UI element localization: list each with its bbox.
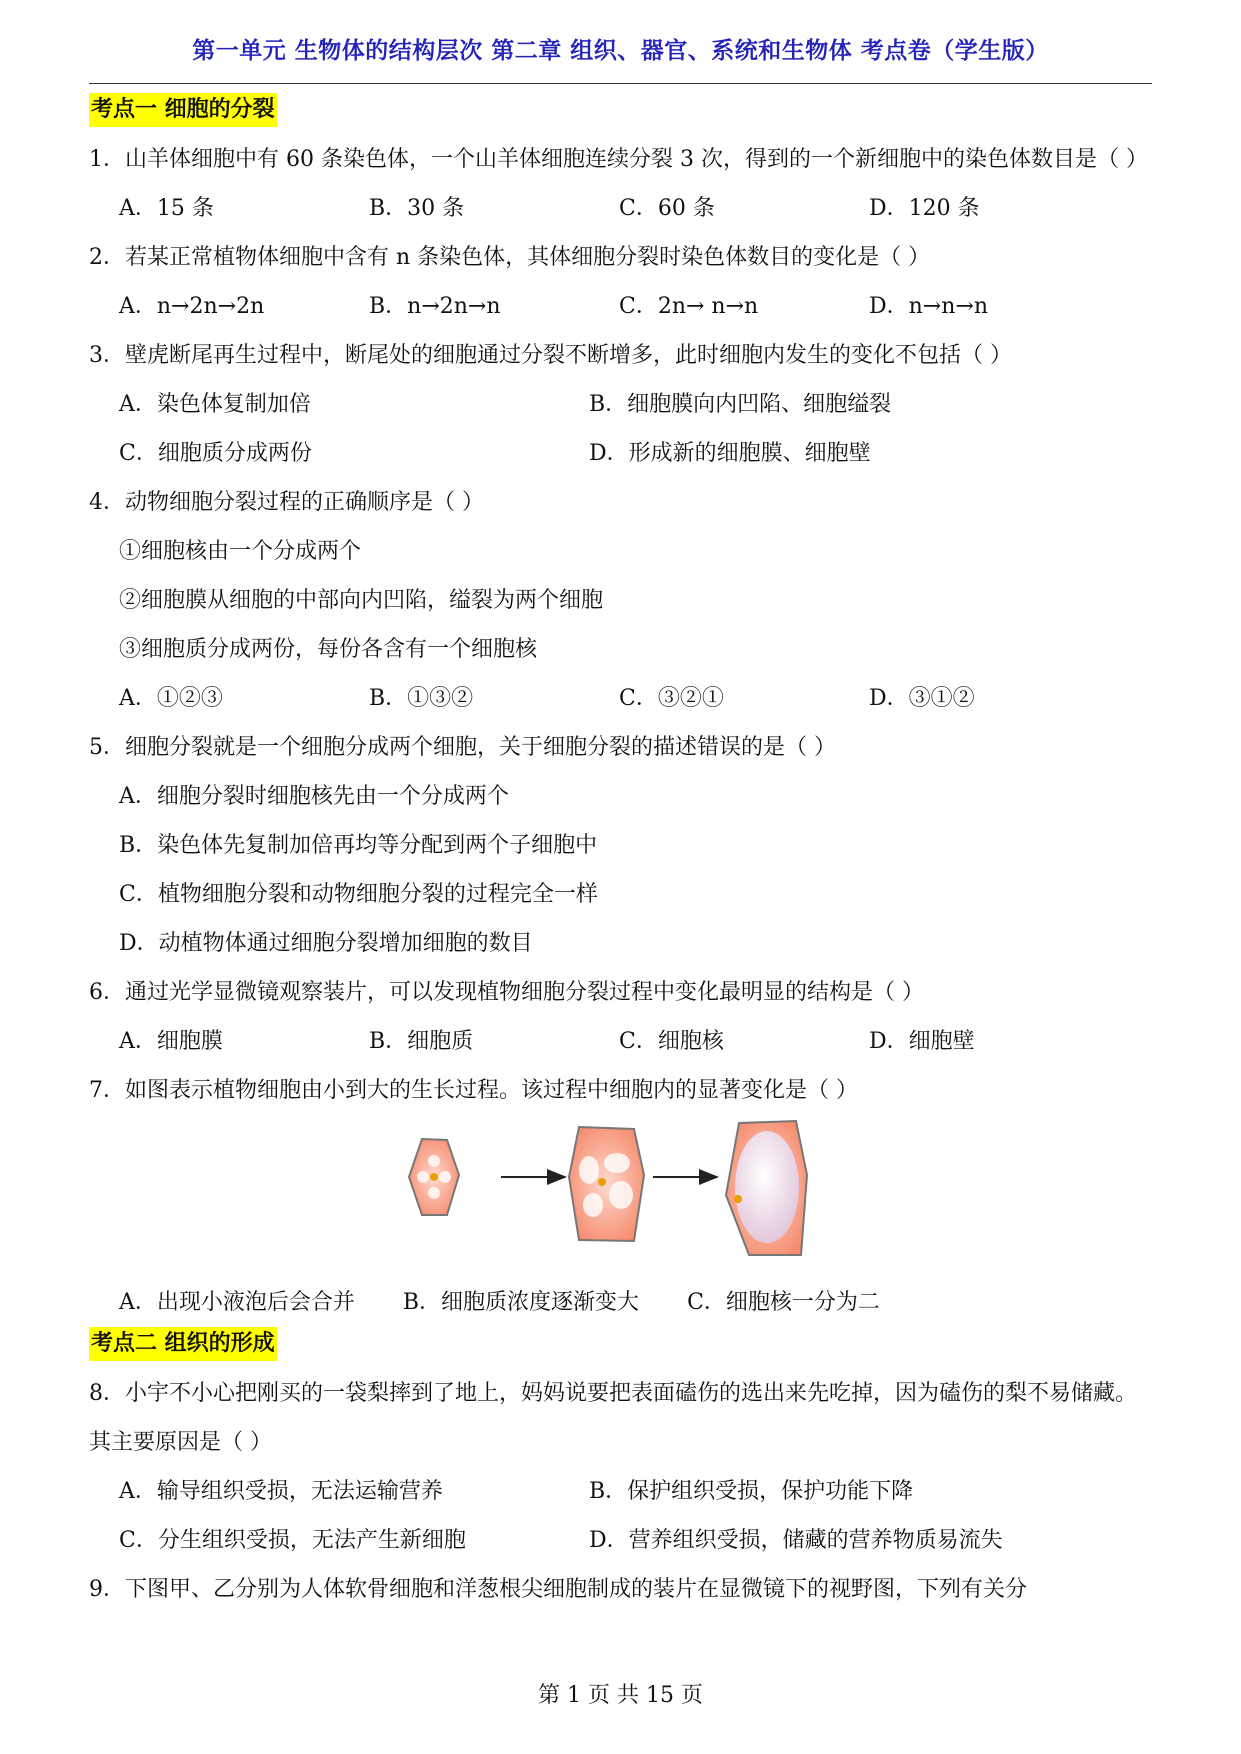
question-7: [89, 1066, 1152, 1327]
question-9: [89, 1565, 1152, 1614]
option-a: A．输导组织受损，无法运输营养: [119, 1479, 443, 1504]
options-row: [119, 429, 1152, 478]
option-a: A．细胞分裂时细胞核先由一个分成两个: [119, 784, 509, 809]
option-b: B．①③②: [369, 686, 474, 711]
option-b: B．保护组织受损，保护功能下降: [589, 1479, 914, 1504]
options-row: [119, 380, 1152, 429]
question-stem: 1．山羊体细胞中有 60 条染色体，一个山羊体细胞连续分裂 3 次，得到的一个新细胞中的染色体数目是（ ）: [89, 147, 1148, 172]
section-title: 考点一 细胞的分裂: [89, 93, 277, 127]
header-divider: [89, 83, 1152, 84]
small-cell: [409, 1139, 459, 1215]
page-number: 第 1 页 共 15 页: [538, 1683, 703, 1708]
options-row: [119, 1278, 1152, 1327]
option-b: B．染色体先复制加倍再均等分配到两个子细胞中: [119, 833, 598, 858]
cell-growth-figure: [89, 1115, 1152, 1278]
question-1: [89, 135, 1152, 233]
large-cell: [726, 1121, 807, 1255]
document-body: [89, 93, 1152, 1614]
question-stem: 9．下图甲、乙分别为人体软骨细胞和洋葱根尖细胞制成的装片在显微镜下的视野图，下列有关分: [89, 1577, 1028, 1602]
page-header-title: 第一单元 生物体的结构层次 第二章 组织、器官、系统和生物体 考点卷（学生版）: [192, 38, 1049, 64]
question-4: [89, 478, 1152, 723]
question-5: [89, 723, 1152, 968]
question-stem: 6．通过光学显微镜观察装片，可以发现植物细胞分裂过程中变化最明显的结构是（ ）: [89, 980, 924, 1005]
option-a: A．n→2n→2n: [119, 294, 265, 319]
option-d: D．n→n→n: [869, 294, 989, 319]
question-stem: 8．小宇不小心把刚买的一袋梨摔到了地上，妈妈说要把表面磕伤的选出来先吃掉，因为磕伤的梨不易储藏。其主要原因是（ ）: [89, 1381, 1138, 1455]
sub-item: ①细胞核由一个分成两个: [119, 539, 362, 564]
option-b: B．细胞质浓度逐渐变大: [402, 1290, 640, 1315]
options-row: [119, 184, 1152, 233]
question-8: [89, 1369, 1152, 1565]
medium-cell: [569, 1127, 644, 1241]
section-title: 考点二 组织的形成: [89, 1327, 277, 1361]
option-d: D．120 条: [869, 196, 980, 221]
question-2: [89, 233, 1152, 331]
options-row: [119, 1467, 1152, 1516]
option-d: D．③①②: [869, 686, 975, 711]
option-d: D．动植物体通过细胞分裂增加细胞的数目: [119, 931, 533, 956]
question-stem: 5．细胞分裂就是一个细胞分成两个细胞，关于细胞分裂的描述错误的是（ ）: [89, 735, 836, 760]
option-a: A．①②③: [119, 686, 223, 711]
question-stem: 4．动物细胞分裂过程的正确顺序是（ ）: [89, 490, 484, 515]
option-a: A．出现小液泡后会合并: [119, 1290, 355, 1315]
sub-item: ②细胞膜从细胞的中部向内凹陷，缢裂为两个细胞: [119, 588, 604, 613]
option-c: C．60 条: [619, 196, 715, 221]
options-row: [119, 1017, 1152, 1066]
option-a: A．细胞膜: [119, 1029, 223, 1054]
question-stem: 2．若某正常植物体细胞中含有 n 条染色体，其体细胞分裂时染色体数目的变化是（ ）: [89, 245, 931, 270]
option-c: C．植物细胞分裂和动物细胞分裂的过程完全一样: [119, 882, 598, 907]
option-c: C．细胞质分成两份: [119, 441, 312, 466]
option-b: B．30 条: [369, 196, 465, 221]
options-row: [119, 674, 1152, 723]
question-stem: 3．壁虎断尾再生过程中，断尾处的细胞通过分裂不断增多，此时细胞内发生的变化不包括（ ）: [89, 343, 1012, 368]
question-3: [89, 331, 1152, 478]
option-d: D．营养组织受损，储藏的营养物质易流失: [589, 1528, 1003, 1553]
cell-growth-diagram: [89, 1115, 1152, 1278]
option-b: B．细胞膜向内凹陷、细胞缢裂: [589, 392, 892, 417]
sub-item: ③细胞质分成两份，每份各含有一个细胞核: [119, 637, 538, 662]
option-c: C．2n→ n→n: [619, 294, 759, 319]
options-row: [119, 1516, 1152, 1565]
option-c: C．③②①: [619, 686, 724, 711]
option-b: B．细胞质: [369, 1029, 474, 1054]
option-c: C．细胞核: [619, 1029, 724, 1054]
option-c: C．分生组织受损，无法产生新细胞: [119, 1528, 466, 1553]
option-d: D．形成新的细胞膜、细胞壁: [589, 441, 871, 466]
option-b: B．n→2n→n: [369, 294, 501, 319]
option-c: C．细胞核一分为二: [687, 1290, 880, 1315]
option-a: A．染色体复制加倍: [119, 392, 311, 417]
options-row: [119, 282, 1152, 331]
question-stem: 7．如图表示植物细胞由小到大的生长过程。该过程中细胞内的显著变化是（ ）: [89, 1078, 858, 1103]
option-d: D．细胞壁: [869, 1029, 975, 1054]
question-6: [89, 968, 1152, 1066]
option-a: A．15 条: [119, 196, 214, 221]
